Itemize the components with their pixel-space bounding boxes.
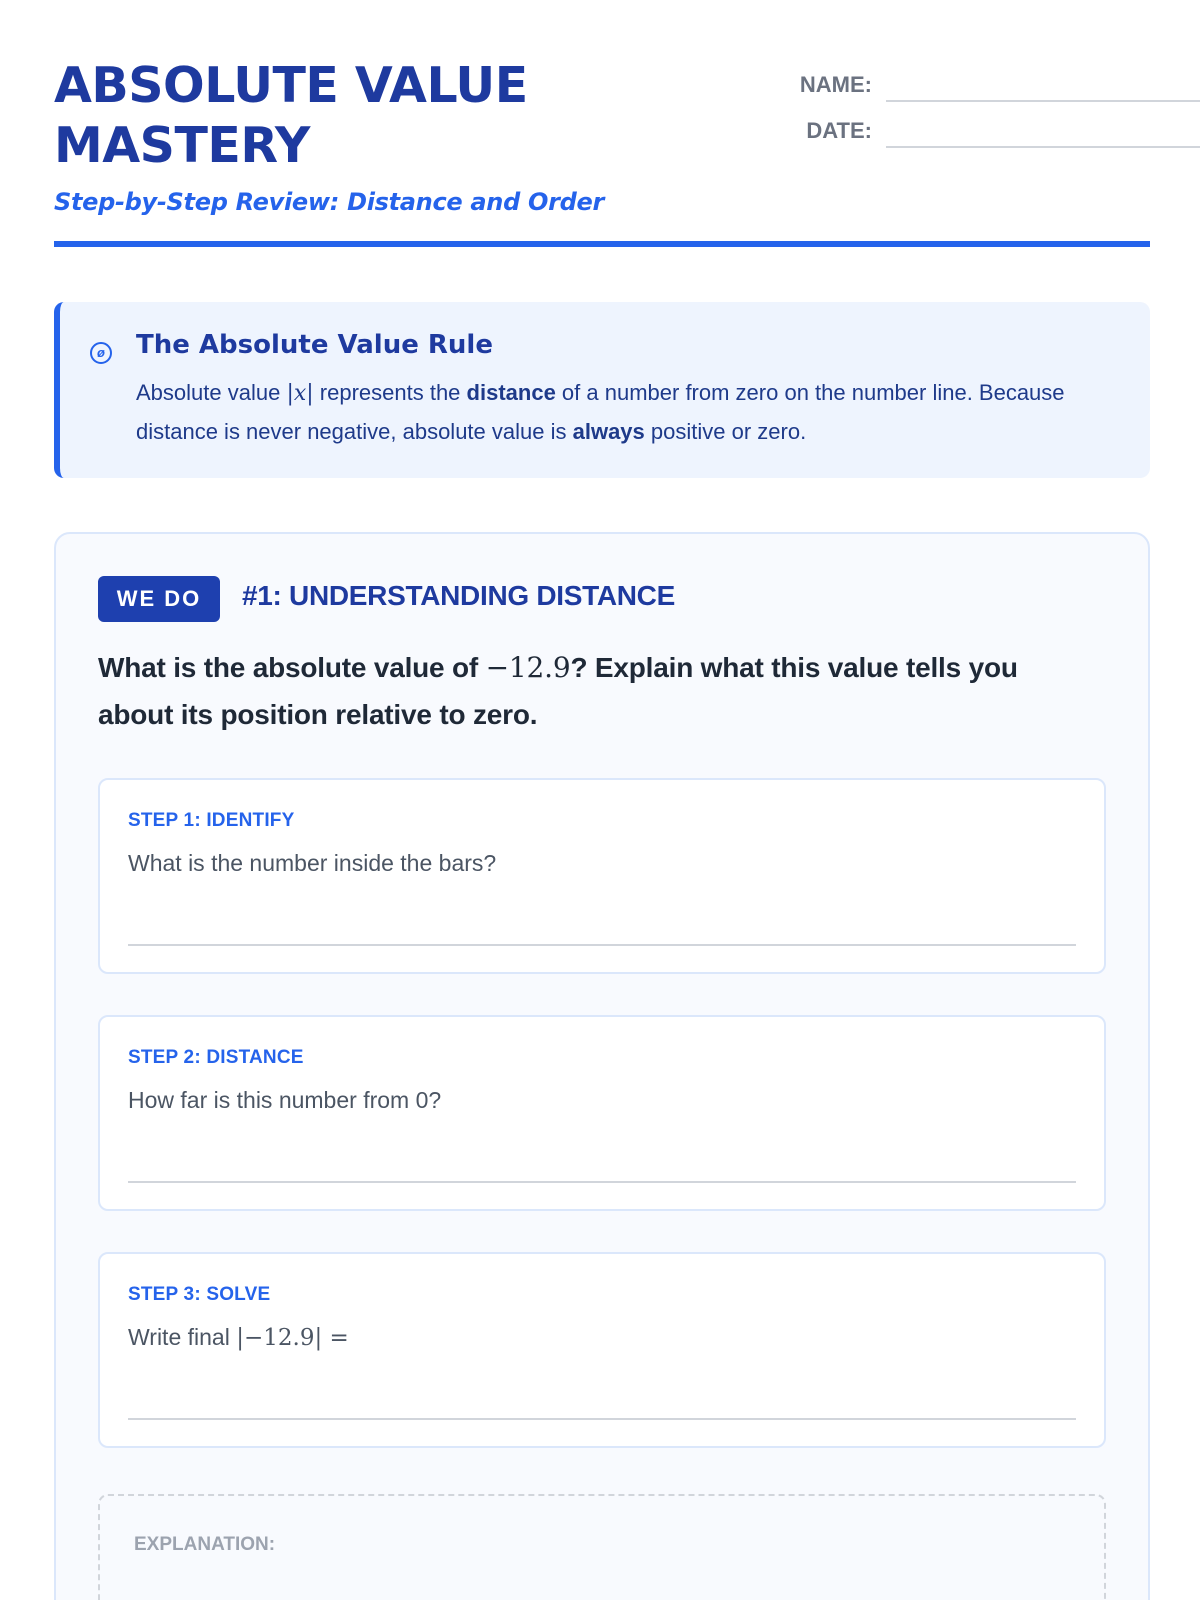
step-3-prompt-text: Write final — [128, 1324, 237, 1350]
step-3-prompt-math: |−12.9| = — [236, 1325, 349, 1351]
date-field — [750, 102, 1200, 148]
explanation-box[interactable] — [98, 1494, 1106, 1600]
callout-text-3: of a number from zero on the number line. Because distance is never negative, absolute value is — [136, 380, 1065, 444]
step-2-label: STEP 2: DISTANCE — [128, 1047, 304, 1068]
question-text-2: ? Explain what this value tells you about its position relative to zero. — [98, 652, 1018, 730]
question-text-1: What is the absolute value of — [98, 652, 486, 683]
callout-math: |x| — [286, 381, 314, 406]
callout-text-4: positive or zero. — [644, 419, 807, 444]
step-3-label: STEP 3: SOLVE — [128, 1284, 271, 1305]
compass-icon: ø — [90, 342, 112, 364]
step-1-label: STEP 1: IDENTIFY — [128, 810, 295, 831]
page-subtitle: Step-by-Step Review: Distance and Order — [54, 188, 605, 216]
question-math: −12.9 — [485, 651, 571, 684]
explanation-label: EXPLANATION: — [134, 1534, 276, 1555]
problem-question — [98, 644, 1078, 738]
step-3-box — [98, 1252, 1106, 1448]
rule-callout — [54, 302, 1150, 478]
problem-card — [54, 532, 1150, 1600]
page-title: ABSOLUTE VALUE MASTERY — [54, 57, 528, 174]
name-field — [750, 56, 1200, 102]
step-3-answer-line[interactable] — [128, 1418, 1076, 1420]
callout-title: The Absolute Value Rule — [136, 330, 493, 360]
step-1-prompt: What is the number inside the bars? — [128, 850, 497, 876]
step-2-answer-line[interactable] — [128, 1181, 1076, 1183]
name-label: NAME: — [799, 72, 872, 97]
callout-bold-distance: distance — [466, 380, 556, 405]
header-divider — [54, 241, 1150, 247]
callout-text-2: represents the — [313, 380, 467, 405]
problem-title: #1: UNDERSTANDING DISTANCE — [242, 580, 675, 611]
worksheet-header — [54, 56, 1150, 248]
callout-text-1: Absolute value — [136, 380, 287, 405]
step-1-answer-line[interactable] — [128, 944, 1076, 946]
we-do-badge: WE DO — [98, 576, 220, 622]
name-input-line[interactable] — [886, 72, 1200, 102]
date-input-line[interactable] — [886, 118, 1200, 148]
student-fields — [750, 56, 1200, 148]
step-2-box — [98, 1015, 1106, 1211]
step-1-box — [98, 778, 1106, 974]
callout-bold-always: always — [572, 419, 645, 444]
step-2-prompt: How far is this number from 0? — [128, 1087, 442, 1113]
step-3-prompt — [128, 1324, 349, 1351]
callout-body — [136, 374, 1126, 451]
date-label: DATE: — [806, 118, 872, 143]
